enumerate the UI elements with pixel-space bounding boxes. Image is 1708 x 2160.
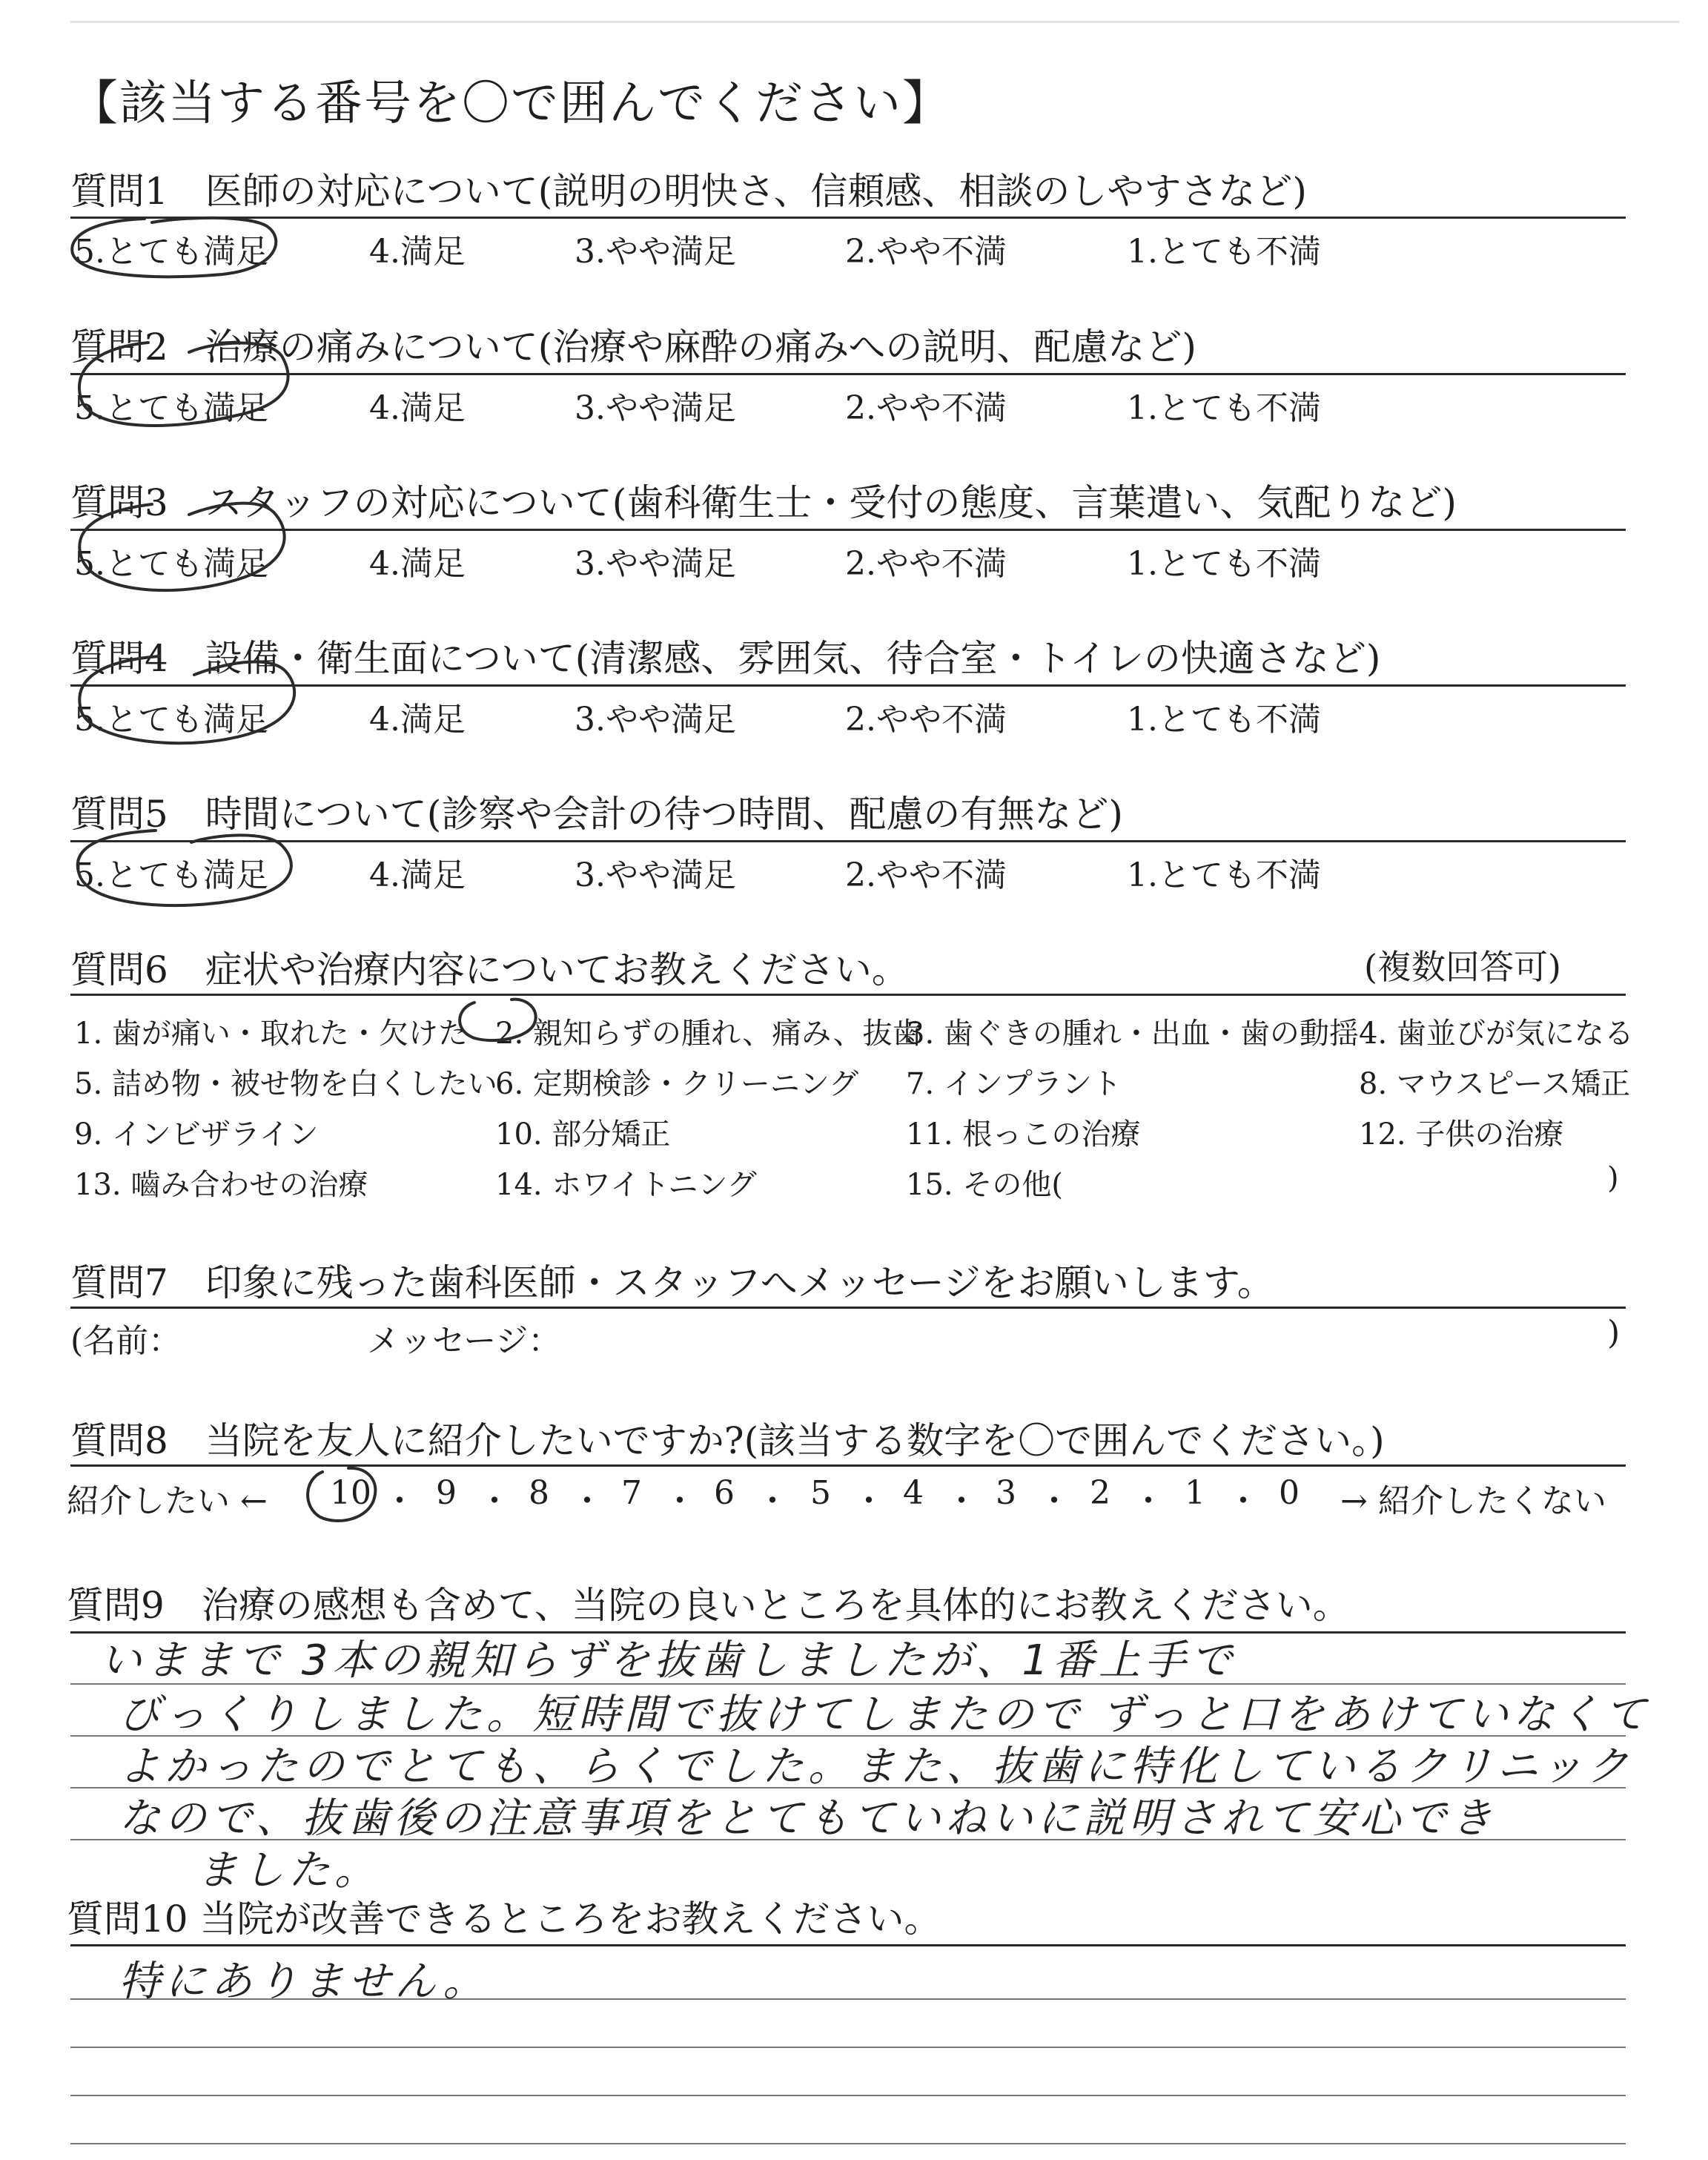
scale-separator: ・ [1227, 1482, 1260, 1520]
scale-separator: ・ [1132, 1482, 1165, 1520]
multiple-answers-note: (複数回答可) [1364, 947, 1561, 987]
question-3-rule [70, 529, 1626, 531]
q6-option-3[interactable]: 3. 歯ぐきの腫れ・出血・歯の動揺 [906, 1017, 1359, 1051]
message-label: メッセージ： [367, 1322, 561, 1360]
q4-option-5[interactable]: 5.とても満足 [74, 701, 268, 739]
q9-answer-line-1: いままで 3本の親知らずを抜歯しましたが、1番上手で [100, 1636, 1237, 1685]
question-6-rule [70, 994, 1626, 996]
q6-option-14[interactable]: 14. ホワイトニング [495, 1168, 757, 1202]
q2-option-4[interactable]: 4.満足 [369, 389, 466, 427]
q6-option-4[interactable]: 4. 歯並びが気になる [1359, 1017, 1634, 1051]
scale-separator: ・ [756, 1482, 789, 1520]
form-header: 【該当する番号を〇で囲んでください】 [70, 76, 951, 131]
answer-line [70, 2143, 1626, 2144]
answer-line [70, 2047, 1626, 2048]
question-6-title: 質問6 症状や治療内容についてお教えください。 [70, 948, 909, 991]
q4-option-2[interactable]: 2.やや不満 [845, 701, 1007, 739]
q6-option-5[interactable]: 5. 詰め物・被せ物を白くしたい [74, 1067, 497, 1101]
not-recommend-label: → 紹介したくない [1340, 1482, 1606, 1520]
q5-option-5[interactable]: 5.とても満足 [74, 856, 268, 894]
q6-option-15-close: ) [1607, 1161, 1619, 1195]
q6-option-10[interactable]: 10. 部分矯正 [495, 1117, 671, 1152]
q3-option-5[interactable]: 5.とても満足 [74, 545, 268, 583]
q3-option-2[interactable]: 2.やや不満 [845, 545, 1007, 583]
q6-option-9[interactable]: 9. インビザライン [74, 1117, 319, 1152]
q6-option-1[interactable]: 1. 歯が痛い・取れた・欠けた [74, 1017, 468, 1051]
q9-answer-line-5: ました。 [196, 1846, 380, 1895]
q3-option-4[interactable]: 4.満足 [369, 545, 466, 583]
question-7-rule [70, 1307, 1626, 1309]
question-5-title: 質問5 時間について(診察や会計の待つ時間、配慮の有無など) [70, 793, 1123, 836]
q4-option-3[interactable]: 3.やや満足 [575, 701, 736, 739]
question-5-rule [70, 840, 1626, 842]
answer-line [70, 2095, 1626, 2096]
q2-option-2[interactable]: 2.やや不満 [845, 389, 1007, 427]
scale-separator: ・ [663, 1482, 696, 1520]
q6-option-7[interactable]: 7. インプラント [906, 1067, 1122, 1101]
question-10-rule [70, 1944, 1626, 1946]
scale-separator: ・ [1038, 1482, 1070, 1520]
scale-0[interactable]: 0 [1279, 1474, 1300, 1512]
q9-answer-line-4: なので、抜歯後の注意事項をとてもていねいに説明されて安心でき [119, 1794, 1497, 1843]
q2-option-3[interactable]: 3.やや満足 [575, 389, 736, 427]
question-9-title: 質問9 治療の感想も含めて、当院の良いところを具体的にお教えください。 [67, 1584, 1350, 1627]
q6-option-13[interactable]: 13. 嚙み合わせの治療 [74, 1168, 368, 1202]
question-2-rule [70, 373, 1626, 375]
q6-option-2[interactable]: 2. 親知らずの腫れ、痛み、抜歯 [495, 1017, 922, 1051]
scale-1[interactable]: 1 [1185, 1474, 1205, 1512]
q1-option-1[interactable]: 1.とても不満 [1127, 233, 1321, 271]
q6-option-8[interactable]: 8. マウスピース矯正 [1359, 1067, 1631, 1101]
scale-separator: ・ [478, 1482, 511, 1520]
question-3-title: 質問3 スタッフの対応について(歯科衛生士・受付の態度、言葉遣い、気配りなど) [70, 481, 1457, 524]
scale-10[interactable]: 10 [330, 1474, 371, 1512]
name-label: (名前： [70, 1322, 182, 1360]
question-10-title: 質問10 当院が改善できるところをお教えください。 [67, 1898, 941, 1941]
q4-option-1[interactable]: 1.とても不満 [1127, 701, 1321, 739]
q5-option-4[interactable]: 4.満足 [369, 856, 466, 894]
q1-option-2[interactable]: 2.やや不満 [845, 233, 1007, 271]
recommend-label: 紹介したい ← [67, 1482, 268, 1520]
scale-separator: ・ [571, 1482, 603, 1520]
q9-answer-line-2: びっくりしました。短時間で抜けてしまたので ずっと口をあけていなくて [119, 1691, 1651, 1739]
q4-option-4[interactable]: 4.満足 [369, 701, 466, 739]
q9-answer-line-3: よかったのでとても、らくでした。また、抜歯に特化しているクリニック [119, 1743, 1633, 1791]
question-7-title: 質問7 印象に残った歯科医師・スタッフへメッセージをお願いします。 [70, 1261, 1274, 1304]
scale-2[interactable]: 2 [1090, 1474, 1110, 1512]
scale-separator: ・ [853, 1482, 885, 1520]
scale-9[interactable]: 9 [436, 1474, 457, 1512]
question-8-title: 質問8 当院を友人に紹介したいですか?(該当する数字を〇で囲んでください。) [70, 1419, 1385, 1462]
question-8-rule [70, 1464, 1626, 1467]
q3-option-3[interactable]: 3.やや満足 [575, 545, 736, 583]
q6-option-6[interactable]: 6. 定期検診・クリーニング [495, 1067, 859, 1101]
message-close: ) [1607, 1314, 1621, 1352]
q1-option-3[interactable]: 3.やや満足 [575, 233, 736, 271]
question-1-rule [70, 217, 1626, 219]
q2-option-5[interactable]: 5.とても満足 [74, 389, 268, 427]
question-1-title: 質問1 医師の対応について(説明の明快さ、信頼感、相談のしやすさなど) [70, 170, 1307, 213]
scale-separator: ・ [383, 1482, 416, 1520]
scale-3[interactable]: 3 [996, 1474, 1016, 1512]
question-4-title: 質問4 設備・衛生面について(清潔感、雰囲気、待合室・トイレの快適さなど) [70, 637, 1381, 680]
q5-option-3[interactable]: 3.やや満足 [575, 856, 736, 894]
scale-separator: ・ [945, 1482, 978, 1520]
scale-5[interactable]: 5 [810, 1474, 831, 1512]
q6-option-15[interactable]: 15. その他( [906, 1168, 1063, 1202]
q6-option-11[interactable]: 11. 根っこの治療 [906, 1117, 1141, 1152]
q1-option-4[interactable]: 4.満足 [369, 233, 466, 271]
q3-option-1[interactable]: 1.とても不満 [1127, 545, 1321, 583]
question-2-title: 質問2 治療の痛みについて(治療や麻酔の痛みへの説明、配慮など) [70, 326, 1196, 369]
q5-option-2[interactable]: 2.やや不満 [845, 856, 1007, 894]
scale-4[interactable]: 4 [903, 1474, 924, 1512]
q2-option-1[interactable]: 1.とても不満 [1127, 389, 1321, 427]
scale-6[interactable]: 6 [714, 1474, 735, 1512]
scale-8[interactable]: 8 [529, 1474, 549, 1512]
q6-option-12[interactable]: 12. 子供の治療 [1359, 1117, 1564, 1152]
top-border [70, 21, 1679, 23]
q1-option-5[interactable]: 5.とても満足 [74, 233, 268, 271]
q10-answer: 特にありません。 [119, 1958, 489, 2006]
question-4-rule [70, 684, 1626, 687]
scale-7[interactable]: 7 [621, 1474, 642, 1512]
q5-option-1[interactable]: 1.とても不満 [1127, 856, 1321, 894]
